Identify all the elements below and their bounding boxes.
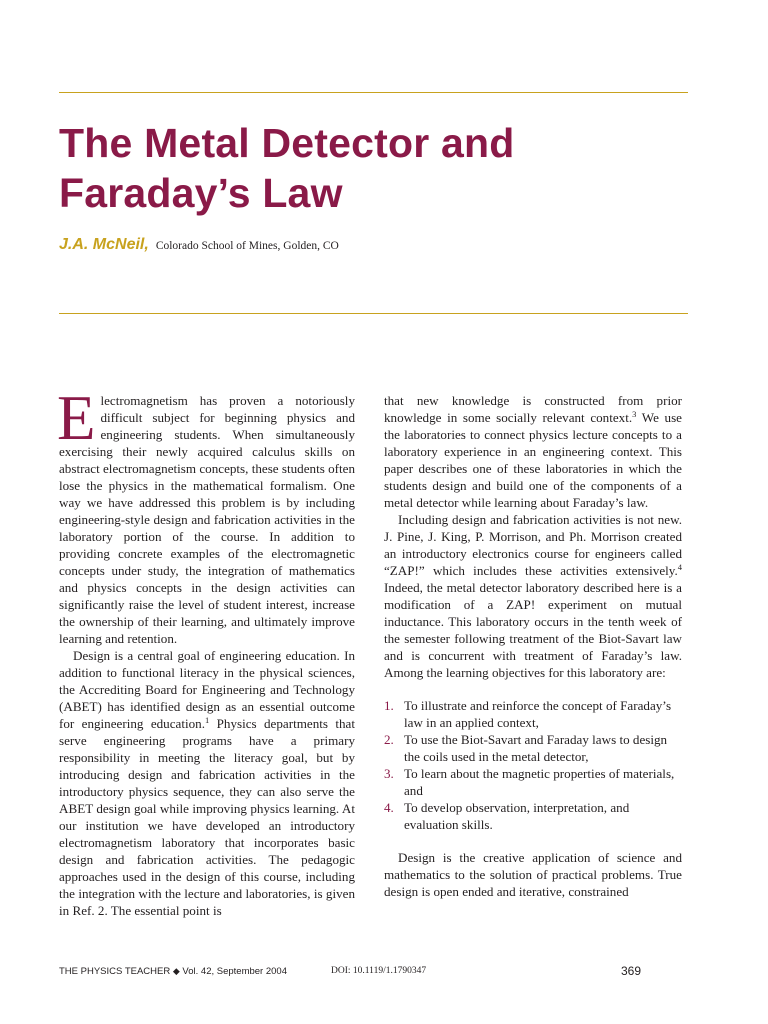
journal-citation xyxy=(59,966,287,977)
title-line-2: Faraday’s Law xyxy=(59,170,343,216)
design-text-b: Physics departments that serve engineering programs have a primary responsibility in meeting the literacy goal, but by introducing design and fabrication activities in the introductory physics sequence, they can also serve the ABET design goal while improving physics learning. At our institution we have developed an introductory electromagnetism laboratory that incorporates basic design and fabrication activities. The pedagogic approaches used in the design of this course, including the integration with the lecture and laboratories, is given in Ref. 2. The essential point is xyxy=(59,716,356,918)
article-title xyxy=(59,118,699,218)
page-footer xyxy=(59,964,641,980)
zap-paragraph xyxy=(384,511,682,681)
design-paragraph xyxy=(59,647,355,919)
list-item xyxy=(384,799,682,833)
knowledge-text-b: We use the laboratories to connect physics lecture concepts to a laboratory experience in an engineering context. This paper describes one of these laboratories in which the students design and build one of the components of a metal detector while learning about Faraday’s law. xyxy=(384,410,682,510)
intro-text: lectromagnetism has proven a notoriously difficult subject for beginning physics and engineering students. When simultaneously exercising their newly acquired calculus skills on abstract electromagnetism concepts, these students often lose the physics in the mathematical formalism. One way we have addressed this problem is by including engineering-style design and fabrication activities in the laboratory portion of the course. In addition to providing concrete examples of the electromagnetic concepts under study, the integration of mathematics and physics concepts in the design activities can significantly raise the level of student interest, increase the ownership of their learning, and ultimately improve learning and retention. xyxy=(59,393,355,646)
list-number: 3. xyxy=(384,766,394,781)
knowledge-paragraph xyxy=(384,392,682,511)
zap-text-b: Indeed, the metal detector laboratory described here is a modification of a ZAP! experiment on mutual inductance. This laboratory occurs in the tenth week of the semester following treatment of the Biot-Savart law and is concurrent with treatment of Faraday’s law. Among the learning objectives for this laboratory are: xyxy=(384,580,682,680)
byline xyxy=(59,236,339,254)
author-affiliation: Colorado School of Mines, Golden, CO xyxy=(155,240,339,252)
zap-text-a: Including design and fabrication activities is not new. J. Pine, J. King, P. Morrison, and Ph. Morrison created an introductory electronics course for engineers called “ZAP!” which includes these activities extensively. xyxy=(384,512,682,578)
list-item xyxy=(384,765,682,799)
left-column xyxy=(57,383,356,919)
page-number: 369 xyxy=(620,964,641,978)
reference-1: 1 xyxy=(205,715,210,725)
learning-objectives-list xyxy=(384,697,682,833)
journal-volume: Vol. 42, September 2004 xyxy=(182,966,287,977)
diamond-icon: ◆ xyxy=(172,966,180,976)
list-text: To develop observation, interpretation, and evaluation skills. xyxy=(404,800,630,832)
journal-name: THE PHYSICS TEACHER xyxy=(59,966,171,977)
drop-cap: E xyxy=(57,383,96,453)
right-column xyxy=(384,392,682,900)
list-number: 2. xyxy=(384,732,394,747)
doi: DOI: 10.1119/1.1790347 xyxy=(331,966,427,976)
list-text: To learn about the magnetic properties of materials, and xyxy=(404,766,675,798)
header-rule xyxy=(59,313,688,314)
list-item xyxy=(384,731,682,765)
knowledge-text-a: that new knowledge is constructed from prior knowledge in some socially relevant context. xyxy=(384,393,682,425)
list-number: 4. xyxy=(384,800,394,815)
intro-paragraph xyxy=(57,383,355,647)
author-name: J.A. McNeil, xyxy=(59,236,149,253)
design-text-a: Design is a central goal of engineering education. In addition to functional literacy in the physical sciences, the Accrediting Board for Engineering and Technology (ABET) has identified design as an essential outcome for engineering education. xyxy=(59,648,355,731)
design-definition-paragraph: Design is the creative application of science and mathematics to the solution of practical problems. True design is open ended and iterative, constrained xyxy=(384,850,682,899)
title-line-1: The Metal Detector and xyxy=(59,120,515,166)
list-number: 1. xyxy=(384,698,394,713)
top-rule xyxy=(59,92,688,93)
reference-4: 4 xyxy=(677,562,682,572)
list-text: To use the Biot-Savart and Faraday laws to design the coils used in the metal detector, xyxy=(404,732,668,764)
reference-3: 3 xyxy=(632,409,637,419)
list-text: To illustrate and reinforce the concept of Faraday’s law in an applied context, xyxy=(404,698,672,730)
list-item xyxy=(384,697,682,731)
